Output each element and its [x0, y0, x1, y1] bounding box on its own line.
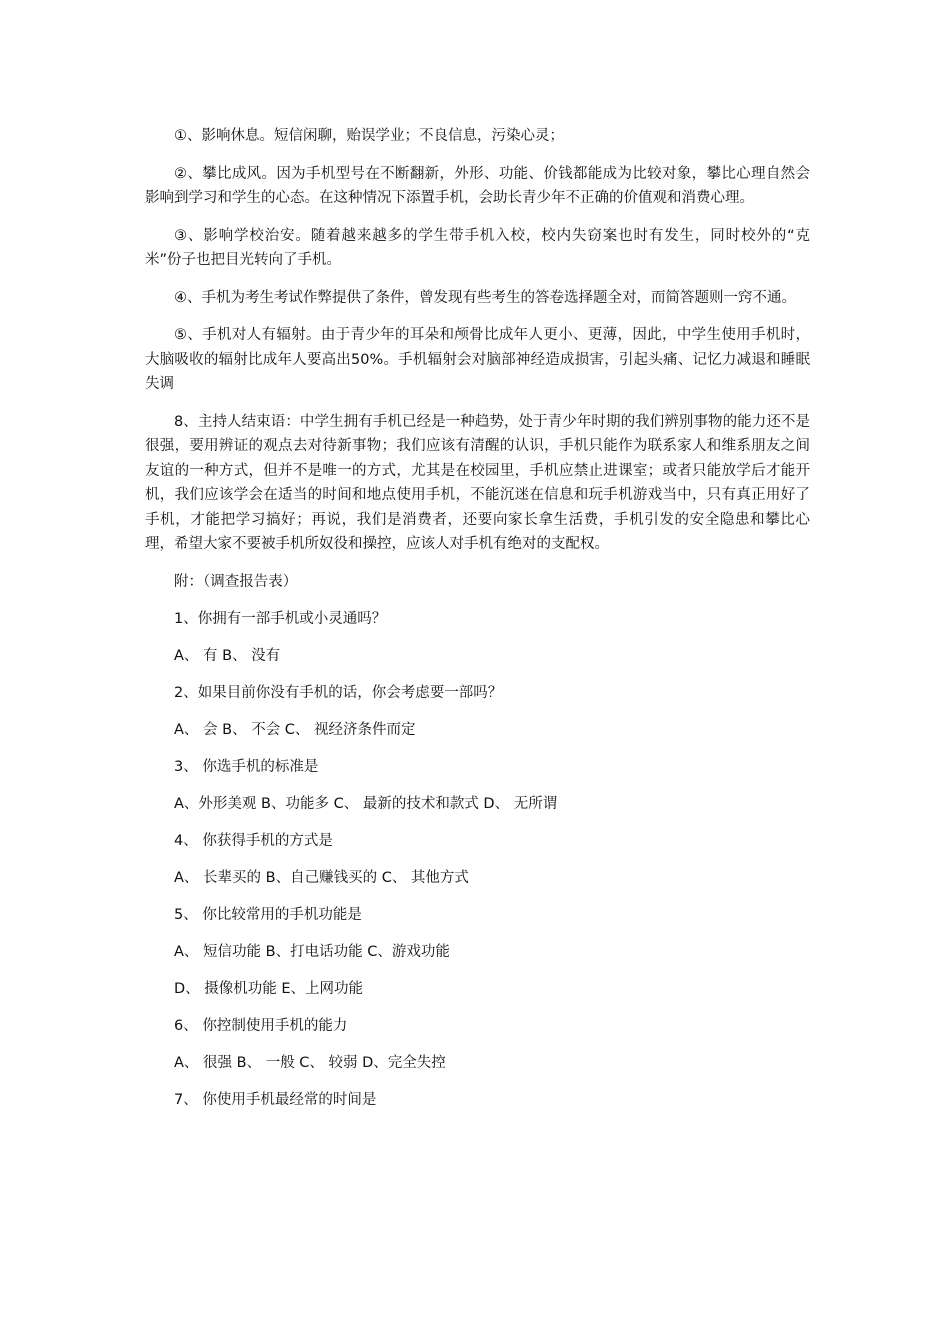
paragraph-comparison: ②、攀比成风。因为手机型号在不断翻新，外形、功能、价钱都能成为比较对象，攀比心理自然会影响到学习和学生的心态。在这种情况下添置手机，会助长青少年不正确的价值观和消费心理。: [145, 165, 810, 206]
survey-question-1: 1、你拥有一部手机或小灵通吗？: [174, 610, 387, 627]
survey-options-5b: D、 摄像机功能 E、上网功能: [174, 980, 364, 997]
appendix-title: 附：（调查报告表）: [174, 573, 298, 590]
survey-options-4: A、 长辈买的 B、自己赚钱买的 C、 其他方式: [174, 869, 469, 886]
document-body: [145, 124, 810, 1125]
survey-options-2: A、 会 B、 不会 C、 视经济条件而定: [174, 721, 416, 738]
paragraph-school-security: ③、影响学校治安。随着越来越多的学生带手机入校，校内失窃案也时有发生，同时校外的“克米”份子也把目光转向了手机。: [145, 227, 810, 268]
survey-question-4: 4、 你获得手机的方式是: [174, 832, 333, 849]
survey-options-1: A、 有 B、 没有: [174, 647, 281, 664]
paragraph-impact-rest: ①、影响休息。短信闲聊，贻误学业；不良信息，污染心灵；: [174, 128, 564, 144]
survey-question-5: 5、 你比较常用的手机功能是: [174, 906, 362, 923]
paragraph-exam-cheating: ④、手机为考生考试作弊提供了条件，曾发现有些考生的答卷选择题全对，而简答题则一窍不通。: [174, 289, 796, 306]
survey-options-3: A、外形美观 B、功能多 C、 最新的技术和款式 D、 无所谓: [174, 795, 558, 812]
survey-options-6: A、 很强 B、 一般 C、 较弱 D、完全失控: [174, 1054, 446, 1071]
survey-question-2: 2、如果目前你没有手机的话，你会考虑要一部吗？: [174, 684, 503, 701]
survey-question-6: 6、 你控制使用手机的能力: [174, 1017, 348, 1034]
paragraph-host-conclusion: 8、主持人结束语：中学生拥有手机已经是一种趋势，处于青少年时期的我们辨别事物的能力还不是很强，要用辨证的观点去对待新事物；我们应该有清醒的认识，手机只能作为联系家人和维系朋友之间友谊的一种方式，但并不是唯一的方式，尤其是在校园里，手机应禁止进课室；或者只能放学后才能开机，我们应该学会在适当的时间和地点使用手机，不能沉迷在信息和玩手机游戏当中，只有真正用好了手机，才能把学习搞好；再说，我们是消费者，还要向家长拿生活费，手机引发的安全隐患和攀比心理，希望大家不要被手机所奴役和操控，应该人对手机有绝对的支配权。: [145, 413, 810, 552]
survey-question-3: 3、 你选手机的标准是: [174, 758, 319, 775]
survey-question-7: 7、 你使用手机最经常的时间是: [174, 1091, 377, 1108]
survey-options-5a: A、 短信功能 B、打电话功能 C、游戏功能: [174, 943, 450, 960]
paragraph-radiation: ⑤、手机对人有辐射。由于青少年的耳朵和颅骨比成年人更小、更薄，因此，中学生使用手机时，大脑吸收的辐射比成年人要高出50%。手机辐射会对脑部神经造成损害，引起头痛、记忆力减退和睡眠失调: [145, 327, 810, 392]
